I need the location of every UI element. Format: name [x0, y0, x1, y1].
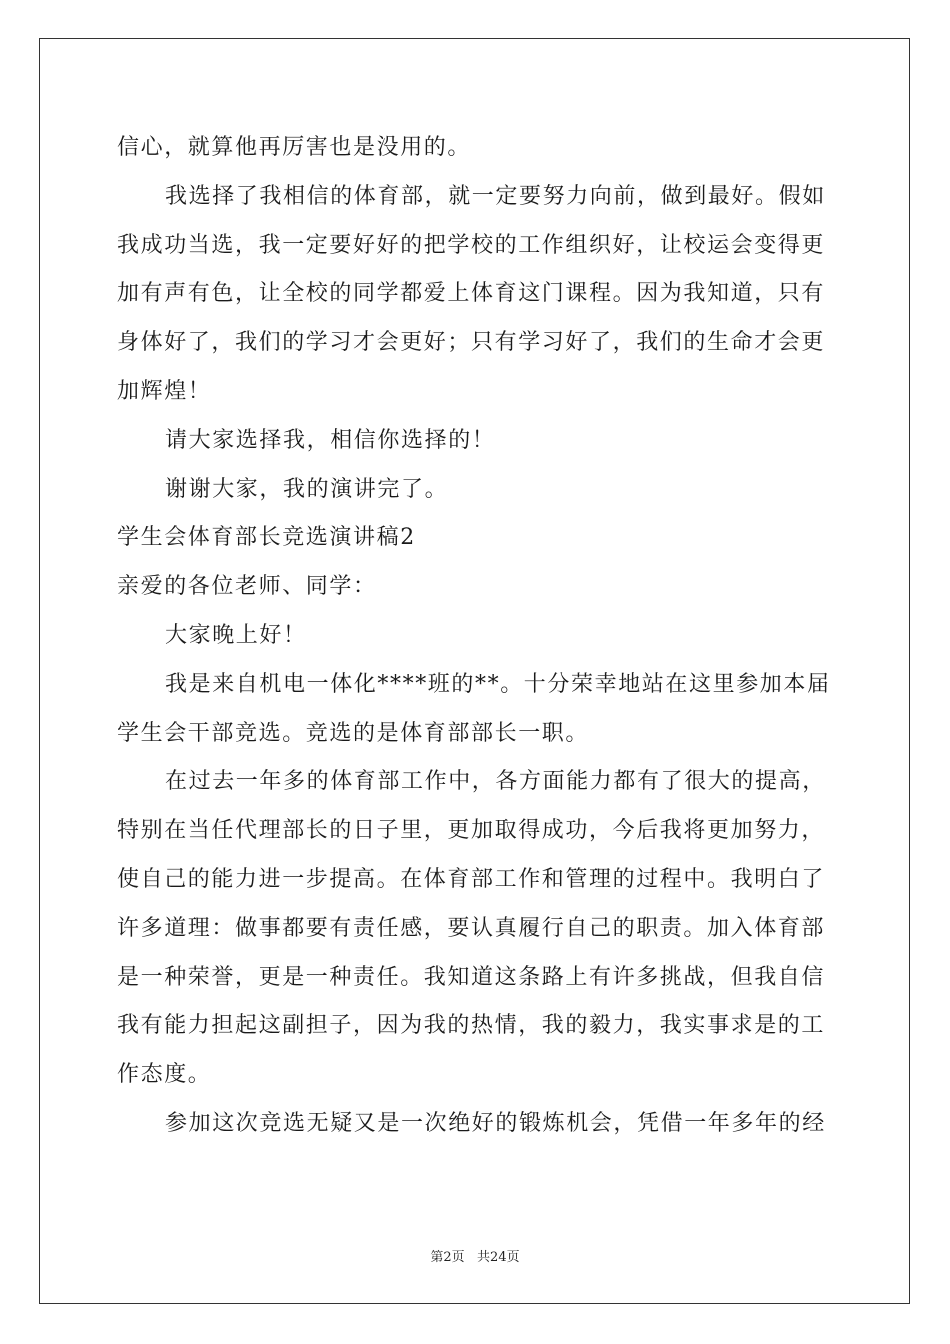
text-line: 我是来自机电一体化****班的**。十分荣幸地站在这里参加本届: [165, 671, 831, 697]
text-line: 许多道理：做事都要有责任感，要认真履行自己的职责。加入体育部: [117, 915, 826, 941]
text-line: 谢谢大家，我的演讲完了。: [165, 476, 449, 502]
text-line: 加辉煌！: [117, 378, 212, 404]
text-line: 请大家选择我，相信你选择的！: [165, 427, 496, 453]
text-line: 是一种荣誉，更是一种责任。我知道这条路上有许多挑战，但我自信: [117, 964, 826, 990]
section-heading: 学生会体育部长竞选演讲稿2: [117, 525, 416, 551]
text-line: 信心，就算他再厉害也是没用的。: [117, 135, 472, 160]
text-line: 使自己的能力进一步提高。在体育部工作和管理的过程中。我明白了: [117, 866, 826, 892]
greeting: 大家晚上好！: [165, 622, 307, 648]
text-line: 我选择了我相信的体育部，就一定要努力向前，做到最好。假如: [165, 183, 826, 209]
text-line: 身体好了，我们的学习才会更好；只有学习好了，我们的生命才会更: [117, 330, 826, 356]
text-line: 在过去一年多的体育部工作中，各方面能力都有了很大的提高，: [165, 769, 826, 795]
text-line: 加有声有色，让全校的同学都爱上体育这门课程。因为我知道，只有: [117, 281, 826, 307]
text-line: 我有能力担起这副担子，因为我的热情，我的毅力，我实事求是的工: [117, 1013, 826, 1039]
text-line: 作态度。: [117, 1062, 212, 1088]
document-body: [117, 124, 837, 1149]
text-line: 我成功当选，我一定要好好的把学校的工作组织好，让校运会变得更: [117, 232, 826, 258]
text-line: 参加这次竞选无疑又是一次绝好的锻炼机会，凭借一年多年的经: [165, 1110, 826, 1136]
page-number-footer: 第2页 共24页: [430, 1250, 520, 1265]
text-line: 学生会干部竞选。竞选的是体育部部长一职。: [117, 720, 590, 746]
text-line: 特别在当任代理部长的日子里，更加取得成功，今后我将更加努力，: [117, 818, 826, 844]
salutation: 亲爱的各位老师、同学：: [117, 574, 377, 600]
